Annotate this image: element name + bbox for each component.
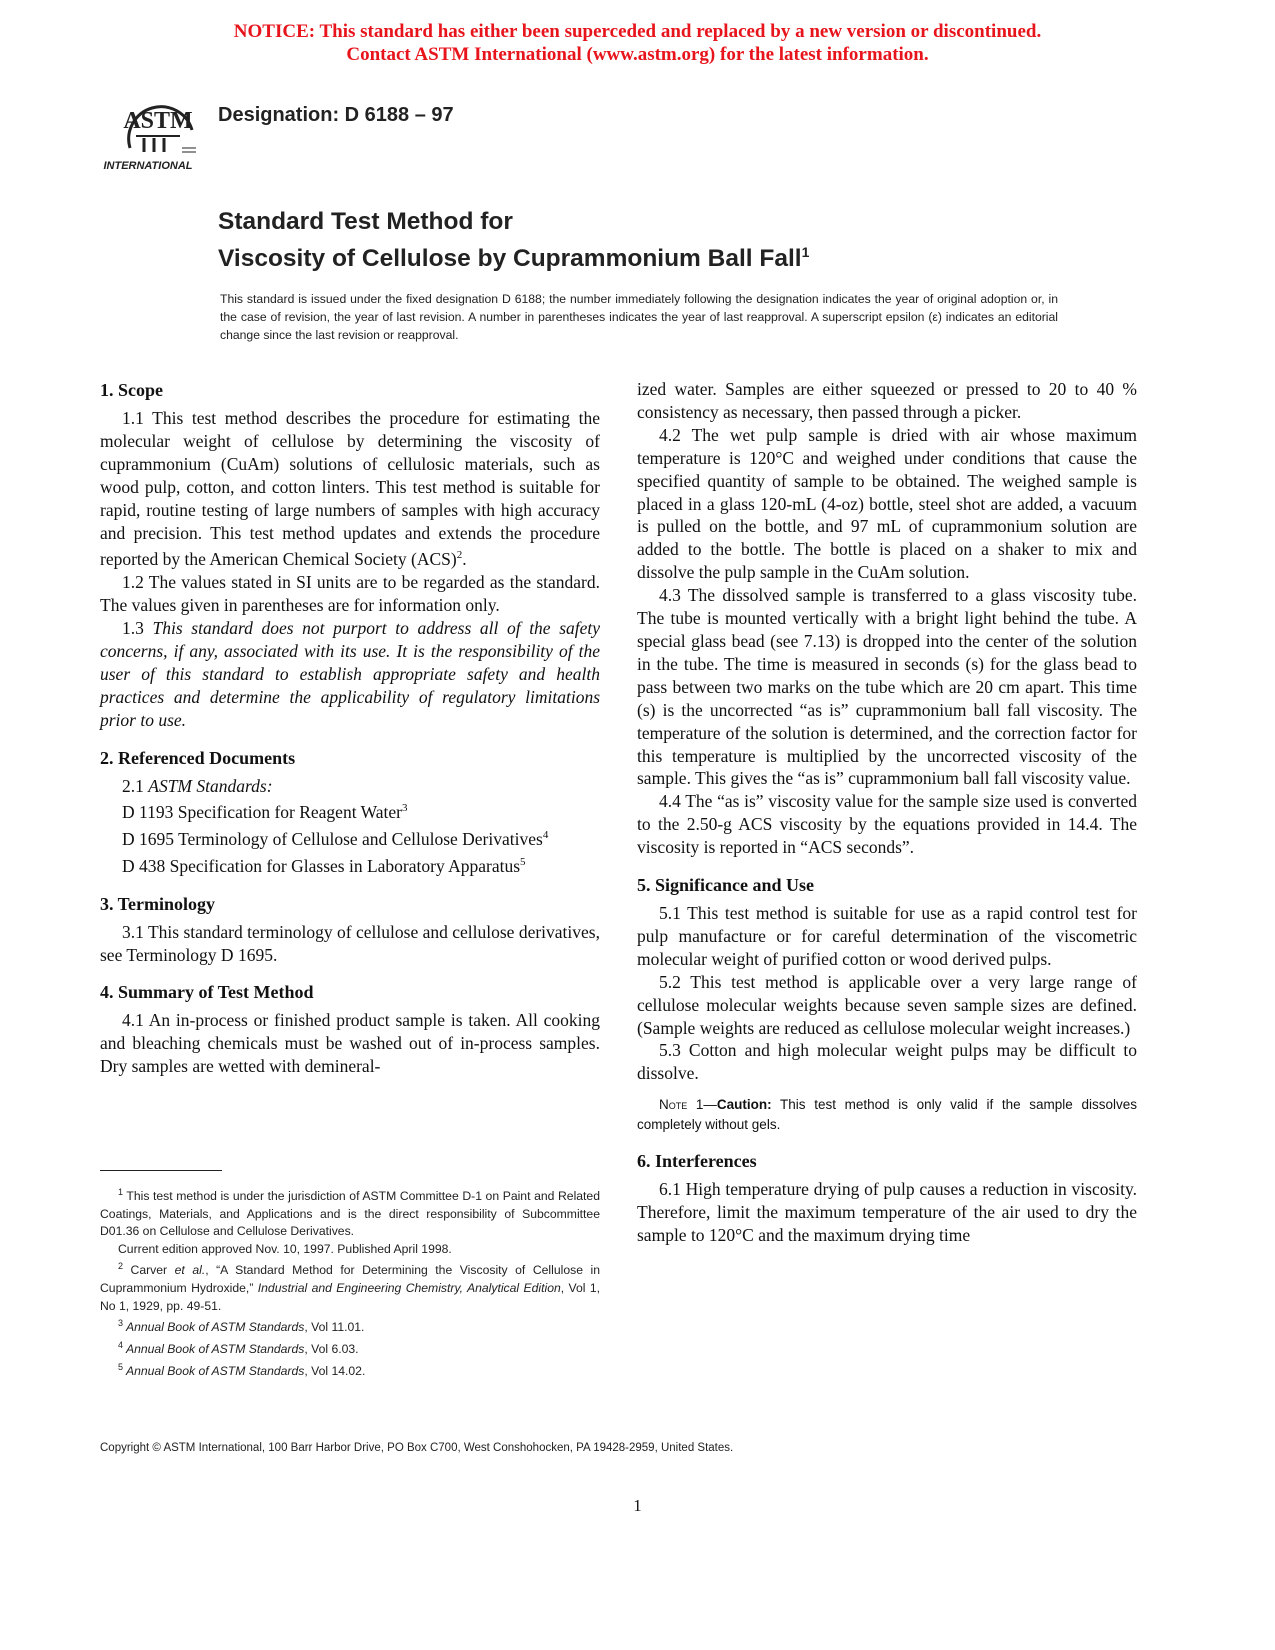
note-label: Note 1	[659, 1097, 704, 1113]
footnote-2: $^2$ Carver et al., “A Standard Method for Determining the Viscosity of Cellulose in Cuprammonium Hydroxide,” Industrial and Engineering Chemistry, Analytical Edition, Vol 1, No 1, 1929, pp. 49-51.	[100, 1261, 600, 1313]
paragraph-2-1: 2.1 ASTM Standards:	[122, 775, 273, 796]
footnote-divider	[100, 1170, 222, 1171]
section-referenced-documents-heading: 2. Referenced Documents	[100, 747, 296, 768]
section-interferences-heading: 6. Interferences	[637, 1151, 757, 1172]
reference-d438: D 438 Specification for Glasses in Laboratory Apparatus$^5$	[122, 855, 526, 876]
reference-d1193: D 1193 Specification for Reagent Water$^3$	[122, 802, 408, 823]
paragraph-6-1: 6.1 High temperature drying of pulp causes a reduction in viscosity. Therefore, limit the maximum temperature of the air used to dry the sample to 120°C and the maximum drying time	[637, 1179, 1137, 1246]
footnote-4: $^4$ Annual Book of ASTM Standards, Vol 6.03.	[118, 1339, 359, 1356]
footnote-5: $^5$ Annual Book of ASTM Standards, Vol 14.02.	[118, 1361, 366, 1378]
document-title	[218, 206, 809, 274]
paragraph-1-3: 1.3 This standard does not purport to address all of the safety concerns, if any, associated with its use. It is the responsibility of the user of this standard to establish appropriate safety and health practices and determine the applicability of regulatory limitations prior to use.	[100, 617, 601, 730]
paragraph-4-1: 4.1 An in-process or finished product sample is taken. All cooking and bleaching chemicals must be washed out of in-process samples. Dry samples are wetted with demineral-	[100, 1010, 600, 1077]
footnote-ref-5: 5	[520, 855, 526, 868]
designation: Designation: D 6188 – 97	[218, 104, 454, 126]
logo-text: ASTM	[123, 108, 193, 134]
paragraph-5-3: 5.3 Cotton and high molecular weight pulps may be difficult to dissolve.	[637, 1040, 1137, 1084]
page-number: 1	[633, 1496, 642, 1515]
paragraph-4-3: 4.3 The dissolved sample is transferred to a glass viscosity tube. The tube is mounted vertically with a bright light behind the tube. A special glass bead (see 7.13) is dropped into the center of the solution in the tube. The time is measured in seconds (s) for the glass bead to pass between two marks on the tube which are 20 cm apart. This time (s) is the uncorrected “as is” cuprammonium ball fall viscosity. The temperature of the solution is determined, and the correction factor for this temperature is multiplied by the uncorrected viscosity of the sample. This gives the “as is” cuprammonium ball fall viscosity value.	[637, 585, 1137, 789]
copyright-line: Copyright © ASTM International, 100 Barr Harbor Drive, PO Box C700, West Conshohocken, PA 19428-2959, United States.	[100, 1442, 734, 1454]
paragraph-4-2: 4.2 The wet pulp sample is dried with air whose maximum temperature is 120°C and weighed under conditions that cause the specified quantity of sample to be obtained. The weighed sample is placed in a glass 120-mL (4-oz) bottle, steel shot are added, a vacuum is pulled on the bottle, and 97 mL of cuprammonium solution are added to the bottle. The bottle is placed on a shaker to mix and dissolve the pulp sample in the CuAm solution.	[637, 424, 1137, 583]
title-line-1: Standard Test Method for	[218, 208, 513, 235]
issuance-note: This standard is issued under the fixed designation D 6188; the number immediately following the designation indicates the year of original adoption or, in the case of revision, the year of last revision. A number in parentheses indicates the year of last reapproval. A superscript epsilon (ε) indicates an editorial change since the last revision or reapproval.	[220, 292, 1058, 342]
section-terminology-heading: 3. Terminology	[100, 893, 216, 914]
title-footnote-mark: 1	[801, 244, 810, 260]
left-column	[100, 378, 600, 1078]
notice-line-1: NOTICE: This standard has either been superceded and replaced by a new version or discontinued.	[233, 21, 1042, 42]
section-summary-heading: 4. Summary of Test Method	[100, 982, 314, 1003]
astm-logo	[100, 86, 210, 176]
paragraph-5-1: 5.1 This test method is suitable for use as a rapid control test for pulp manufacture or for careful determination of the viscometric molecular weight of purified cotton or wood derived pulps.	[637, 903, 1137, 969]
section-scope-heading: 1. Scope	[100, 380, 163, 400]
footnote-1-edition: Current edition approved Nov. 10, 1997. Published April 1998.	[118, 1241, 452, 1256]
note-caution: Caution:	[716, 1097, 772, 1113]
paragraph-3-1: 3.1 This standard terminology of cellulose and cellulose derivatives, see Terminology D 1695.	[100, 921, 600, 965]
footnotes	[100, 1184, 600, 1380]
footnote-ref-4: 4	[542, 829, 549, 842]
section-significance-heading: 5. Significance and Use	[637, 875, 815, 896]
note-1: Note 1—Caution: This test method is only valid if the sample dissolves completely without gels.	[637, 1097, 1137, 1133]
footnote-1: $^1$ This test method is under the jurisdiction of ASTM Committee D-1 on Paint and Related Coatings, Materials, and Applications and is the direct responsibility of Subcommittee D01.36 on Cellulose and Cellulose Derivatives.	[100, 1187, 600, 1239]
footnote-ref-3: 3	[401, 802, 408, 815]
footnote-ref-2: 2	[456, 549, 463, 562]
reference-d1695: D 1695 Terminology of Cellulose and Cellulose Derivatives$^4$	[122, 828, 549, 849]
right-column	[637, 378, 1137, 1247]
paragraph-5-2: 5.2 This test method is applicable over a very large range of cellulose molecular weights because seven sample sizes are defined. (Sample weights are reduced as cellulose molecular weight increases.)	[637, 971, 1137, 1038]
notice-banner	[0, 20, 1275, 66]
footnote-3: $^3$ Annual Book of ASTM Standards, Vol 11.01.	[118, 1318, 365, 1335]
title-line-2: Viscosity of Cellulose by Cuprammonium Ball Fall	[218, 245, 802, 273]
notice-line-2: Contact ASTM International (www.astm.org) for the latest information.	[346, 44, 929, 65]
paragraph-1-1: 1.1 This test method describes the procedure for estimating the molecular weight of cellulose by determining the viscosity of cuprammonium (CuAm) solutions of cellulosic materials, such as wood pulp, cotton, and cotton linters. This test method is suitable for rapid, routine testing of large numbers of samples with high accuracy and precision. This test method updates and extends the procedure reported by the American Chemical Society (ACS)$^2$.	[100, 408, 600, 570]
paragraph-1-2: 1.2 The values stated in SI units are to be regarded as the standard. The values given in parentheses are for information only.	[100, 572, 600, 616]
paragraph-4-1-continued: ized water. Samples are either squeezed or pressed to 20 to 40 % consistency as necessary, then passed through a picker.	[637, 379, 1137, 422]
paragraph-4-4: 4.4 The “as is” viscosity value for the sample size used is converted to the 2.50-g ACS viscosity by the equations provided in 14.4. The viscosity is reported in “ACS seconds”.	[637, 791, 1137, 858]
logo-subtext: INTERNATIONAL	[103, 160, 193, 172]
